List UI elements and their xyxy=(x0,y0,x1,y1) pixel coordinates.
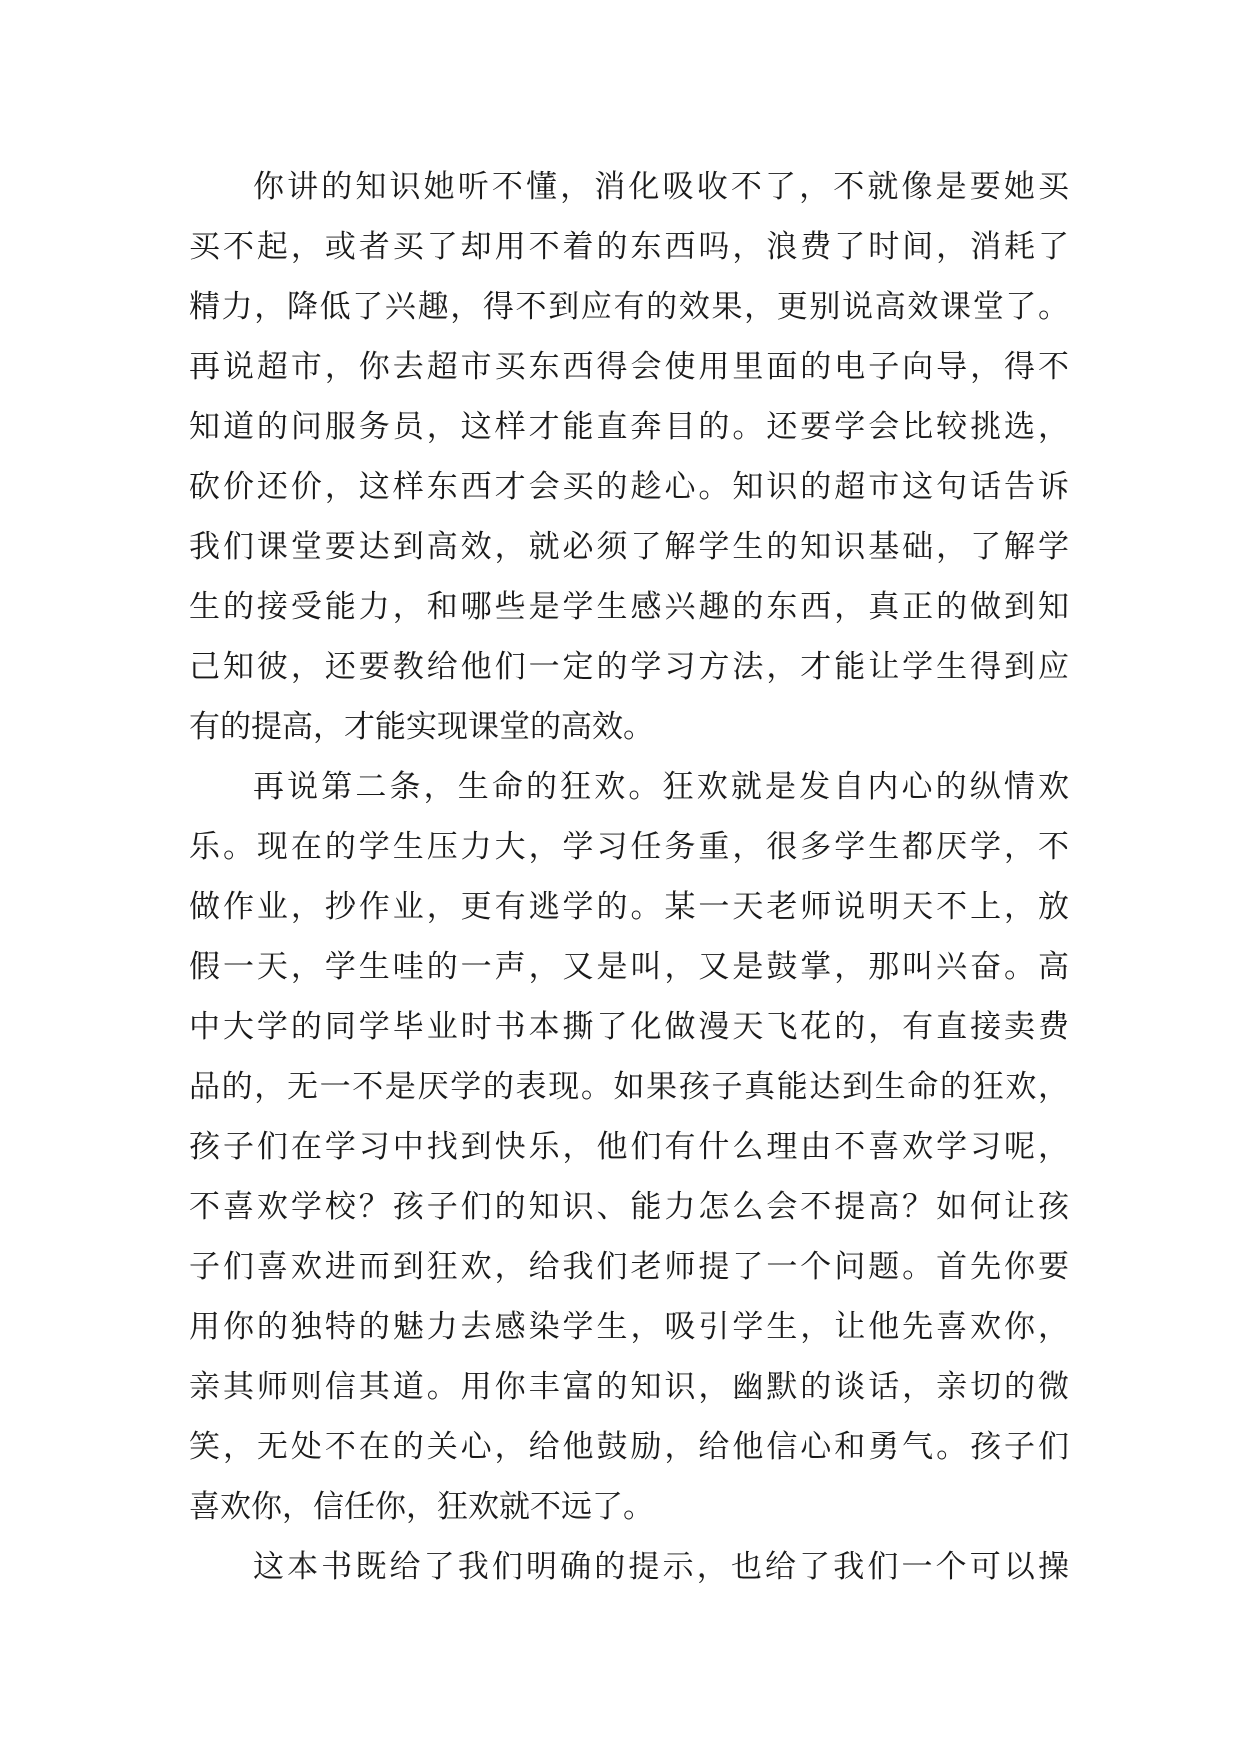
text-line: 生的接受能力，和哪些是学生感兴趣的东西，真正的做到知 xyxy=(189,589,1069,625)
text-line: 我们课堂要达到高效，就必须了解学生的知识基础，了解学 xyxy=(189,529,1069,565)
text-line: 再说第二条，生命的狂欢。狂欢就是发自内心的纵情欢 xyxy=(253,769,1069,805)
text-line: 己知彼，还要教给他们一定的学习方法，才能让学生得到应 xyxy=(189,649,1069,685)
body-text xyxy=(189,157,1069,1597)
text-line: 不喜欢学校？孩子们的知识、能力怎么会不提高？如何让孩 xyxy=(189,1189,1069,1225)
text-line: 品的，无一不是厌学的表现。如果孩子真能达到生命的狂欢， xyxy=(189,1069,1069,1105)
text-line: 假一天，学生哇的一声，又是叫，又是鼓掌，那叫兴奋。高 xyxy=(189,949,1069,985)
text-line: 亲其师则信其道。用你丰富的知识，幽默的谈话，亲切的微 xyxy=(189,1369,1069,1405)
text-line: 这本书既给了我们明确的提示，也给了我们一个可以操 xyxy=(253,1549,1069,1585)
text-line: 你讲的知识她听不懂，消化吸收不了，不就像是要她买 xyxy=(253,169,1069,205)
text-line: 用你的独特的魅力去感染学生，吸引学生，让他先喜欢你， xyxy=(189,1309,1069,1345)
text-line: 做作业，抄作业，更有逃学的。某一天老师说明天不上，放 xyxy=(189,889,1069,925)
text-line: 精力，降低了兴趣，得不到应有的效果，更别说高效课堂了。 xyxy=(189,289,1069,325)
text-line: 中大学的同学毕业时书本撕了化做漫天飞花的，有直接卖费 xyxy=(189,1009,1069,1045)
text-line: 乐。现在的学生压力大，学习任务重，很多学生都厌学，不 xyxy=(189,829,1069,865)
text-line: 砍价还价，这样东西才会买的趁心。知识的超市这句话告诉 xyxy=(189,469,1069,505)
text-line: 笑，无处不在的关心，给他鼓励，给他信心和勇气。孩子们 xyxy=(189,1429,1069,1465)
text-line: 有的提高，才能实现课堂的高效。 xyxy=(189,709,654,745)
text-line: 再说超市，你去超市买东西得会使用里面的电子向导，得不 xyxy=(189,349,1069,385)
text-line: 知道的问服务员，这样才能直奔目的。还要学会比较挑选， xyxy=(189,409,1069,445)
text-line: 子们喜欢进而到狂欢，给我们老师提了一个问题。首先你要 xyxy=(189,1249,1069,1285)
text-line: 孩子们在学习中找到快乐，他们有什么理由不喜欢学习呢， xyxy=(189,1129,1069,1165)
text-line: 买不起，或者买了却用不着的东西吗，浪费了时间，消耗了 xyxy=(189,229,1069,265)
text-line: 喜欢你，信任你，狂欢就不远了。 xyxy=(189,1489,654,1525)
